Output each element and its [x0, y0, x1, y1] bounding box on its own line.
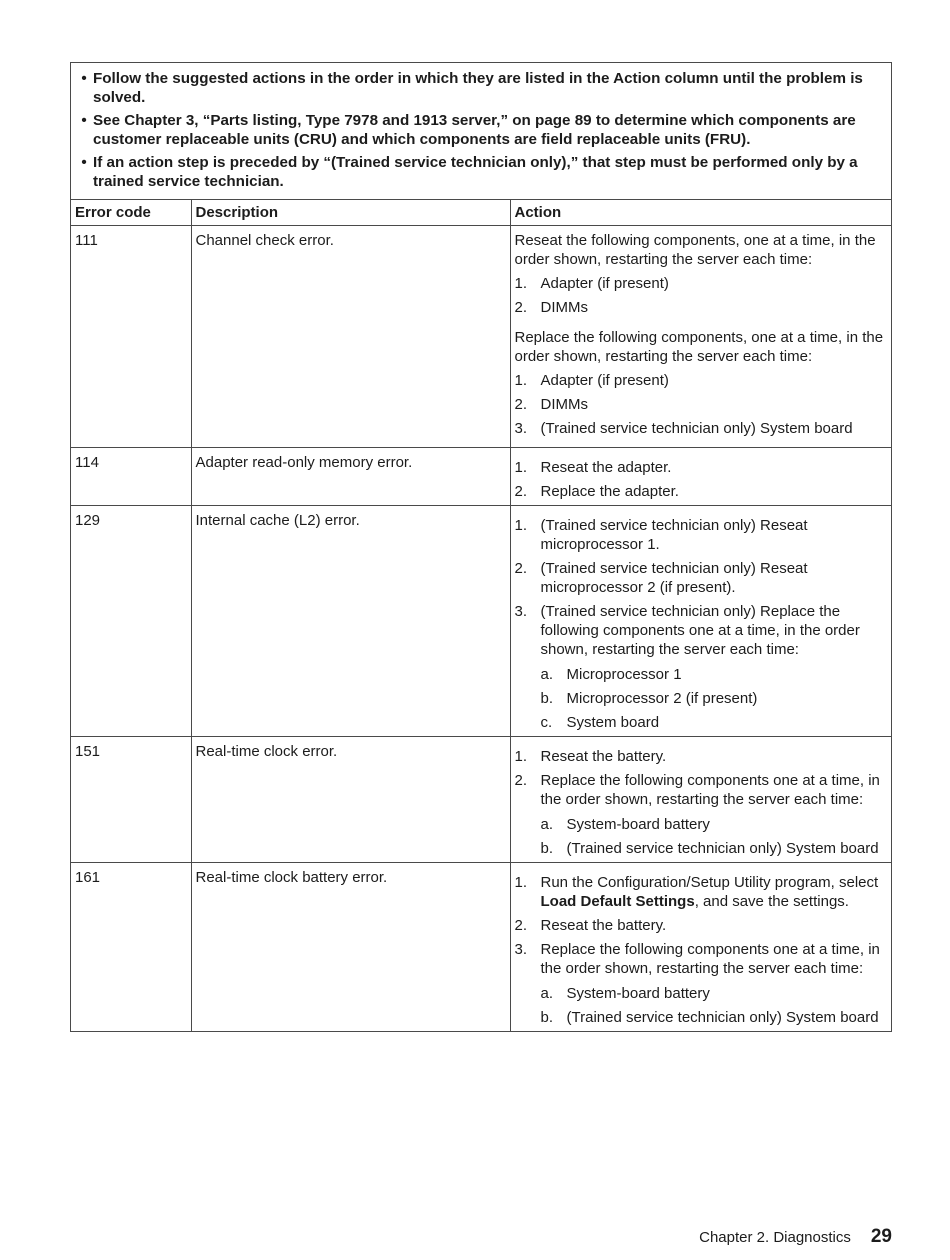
table-row	[71, 226, 891, 448]
action-step: 3. (Trained service technician only) System board	[514, 420, 853, 437]
table-row	[71, 737, 891, 863]
action-steps	[515, 371, 888, 438]
action-substeps	[541, 984, 888, 1027]
action-substep: b. Microprocessor 2 (if present)	[540, 690, 758, 707]
error-code-cell: 161	[71, 863, 191, 1032]
action-cell	[510, 226, 891, 448]
action-substep: b. (Trained service technician only) System board	[540, 840, 879, 857]
description-cell: Real-time clock error.	[191, 737, 510, 863]
action-cell	[510, 737, 891, 863]
action-step: 2. (Trained service technician only) Reseat microprocessor 2 (if present).	[514, 560, 808, 596]
action-step: 3. (Trained service technician only) Replace the following components one at a time, in the order shown, restarting the server each time: a. Microprocessor 1 b. Microprocessor 2 (if present) c. System board	[515, 602, 888, 732]
action-steps	[515, 458, 888, 501]
error-code-cell: 151	[71, 737, 191, 863]
action-step: 2. Reseat the battery.	[514, 917, 667, 934]
note-item	[75, 69, 883, 107]
error-code-cell: 111	[71, 226, 191, 448]
action-substep: a. Microprocessor 1	[540, 666, 682, 683]
error-code-cell: 114	[71, 448, 191, 506]
action-step: 1. Adapter (if present)	[514, 275, 669, 292]
step-text: Replace the following components one at a time, in the order shown, restarting the server each time:	[540, 772, 880, 808]
table-row	[71, 506, 891, 737]
action-step: 3. Replace the following components one at a time, in the order shown, restarting the server each time: a. System-board battery b. (Trained service technician only) System board	[515, 940, 888, 1027]
action-step: 1. Adapter (if present)	[514, 372, 669, 389]
action-substep: c. System board	[540, 714, 660, 731]
bullet-icon: •	[81, 154, 87, 171]
error-code-cell: 129	[71, 506, 191, 737]
note-text: Follow the suggested actions in the order in which they are listed in the Action column until the problem is solved.	[93, 70, 863, 106]
action-step: 1. Reseat the battery.	[514, 748, 667, 765]
action-step: 1. (Trained service technician only) Reseat microprocessor 1.	[514, 517, 808, 553]
table-row	[71, 448, 891, 506]
setting-name: Load Default Settings	[540, 893, 695, 910]
description-cell: Internal cache (L2) error.	[191, 506, 510, 737]
action-step: 2. DIMMs	[514, 396, 588, 413]
action-substep: a. System-board battery	[540, 816, 710, 833]
bullet-icon: •	[81, 112, 87, 129]
action-cell	[510, 863, 891, 1032]
note-item	[75, 153, 883, 191]
action-step: 1. Run the Configuration/Setup Utility program, select Load Default Settings, and save the settings.	[514, 874, 879, 910]
header-description: Description	[191, 200, 510, 226]
bullet-icon: •	[81, 70, 87, 87]
action-cell	[510, 448, 891, 506]
note-text: See Chapter 3, “Parts listing, Type 7978 and 1913 server,” on page 89 to determine which components are customer replaceable units (CRU) and which components are field replaceable units (FRU).	[93, 112, 856, 148]
error-code-table-frame	[70, 62, 892, 1032]
step-text: (Trained service technician only) Replace the following components one at a time, in the order shown, restarting the server each time:	[540, 603, 860, 658]
description-cell: Adapter read-only memory error.	[191, 448, 510, 506]
action-intro: Reseat the following components, one at a time, in the order shown, restarting the server each time:	[514, 232, 876, 268]
table-notes	[71, 63, 891, 200]
action-steps	[515, 274, 888, 317]
action-cell	[510, 506, 891, 737]
note-item	[75, 111, 883, 149]
description-cell: Real-time clock battery error.	[191, 863, 510, 1032]
page-footer	[699, 1226, 892, 1248]
action-step: 1. Reseat the adapter.	[514, 459, 672, 476]
table-row	[71, 863, 891, 1032]
action-steps	[515, 873, 888, 1027]
action-steps	[515, 516, 888, 732]
action-intro: Replace the following components, one at a time, in the order shown, restarting the server each time:	[514, 329, 884, 365]
description-cell: Channel check error.	[191, 226, 510, 448]
header-action: Action	[510, 200, 891, 226]
action-substeps	[541, 665, 888, 732]
chapter-title: Chapter 2. Diagnostics	[699, 1229, 851, 1246]
action-substeps	[541, 815, 888, 858]
header-error-code: Error code	[71, 200, 191, 226]
action-steps	[515, 747, 888, 858]
table-header-row	[71, 200, 891, 226]
error-code-table	[71, 200, 891, 1031]
note-text: If an action step is preceded by “(Trained service technician only),” that step must be performed only by a trained service technician.	[93, 154, 858, 190]
action-step: 2. DIMMs	[514, 299, 588, 316]
action-substep: a. System-board battery	[540, 985, 710, 1002]
action-substep: b. (Trained service technician only) System board	[540, 1009, 879, 1026]
action-step: 2. Replace the adapter.	[514, 483, 679, 500]
action-step: 2. Replace the following components one at a time, in the order shown, restarting the server each time: a. System-board battery b. (Trained service technician only) System board	[515, 771, 888, 858]
page-number: 29	[870, 1226, 892, 1247]
step-text: Replace the following components one at a time, in the order shown, restarting the server each time:	[540, 941, 880, 977]
